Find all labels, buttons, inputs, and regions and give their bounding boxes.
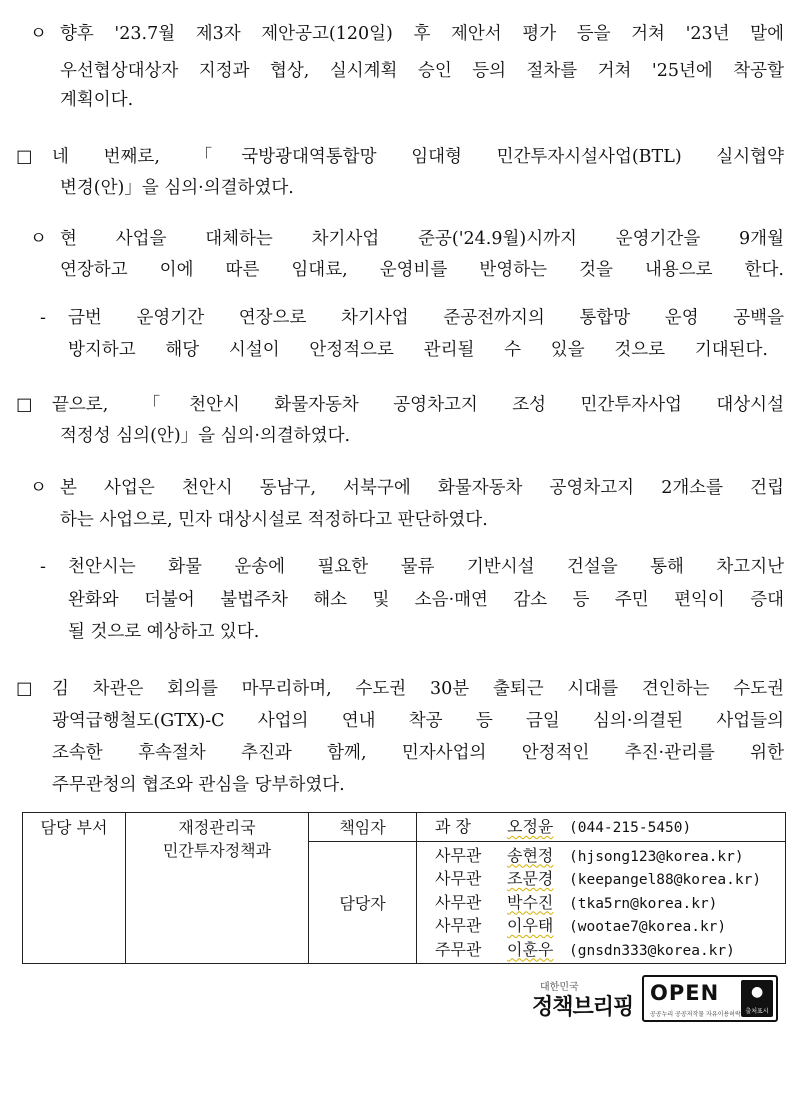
text-line: 천안시는 화물 운송에 필요한 물류 기반시설 건설을 통해 차고지난 — [68, 557, 784, 577]
bullet-circle: ㅇ — [30, 24, 47, 44]
bullet-square: □ — [16, 395, 33, 415]
attribution-text: 출처표시 — [745, 1008, 769, 1015]
staff-name: 이훈우 — [507, 939, 554, 959]
staff-name: 박수진 — [507, 892, 554, 912]
text-line: 연장하고 이에 따른 임대료, 운영비를 반영하는 것을 내용으로 한다. — [60, 260, 784, 280]
staff-role: 사무관 — [435, 916, 482, 935]
policy-briefing-logo[interactable] — [532, 978, 636, 1022]
staff-row — [435, 867, 779, 891]
head-role: 과 장 — [435, 817, 471, 836]
text-line: 네 번째로, 「국방광대역통합망 임대형 민간투자시설사업(BTL) 실시협약 — [52, 147, 784, 167]
staff-label-cell — [309, 841, 417, 964]
text-line: 적정성 심의(안)」을 심의·의결하였다. — [60, 426, 351, 446]
bullet-dash: - — [40, 557, 46, 577]
bullet-circle: ㅇ — [30, 478, 47, 498]
staff-row — [435, 891, 779, 915]
text-line: 현 사업을 대체하는 차기사업 준공('24.9월)시까지 운영기간을 9개월 — [60, 229, 784, 249]
staff-name: 송현정 — [507, 845, 554, 865]
text-line: 방지하고 해당 시설이 안정적으로 관리될 수 있을 것으로 기대된다. — [68, 340, 768, 360]
open-subtext: 공공누리 공공저작물 자유이용허락 — [650, 1011, 741, 1018]
staff-email[interactable]: (tka5rn@korea.kr) — [569, 895, 718, 912]
text-line: 완화와 더불어 불법주차 해소 및 소음·매연 감소 등 주민 편익이 증대 — [68, 590, 784, 610]
text-line: 조속한 후속절차 추진과 함께, 민자사업의 안정적인 추진·관리를 위한 — [52, 743, 784, 763]
staff-email[interactable]: (wootae7@korea.kr) — [569, 919, 727, 935]
staff-name: 이우태 — [507, 916, 554, 935]
logo-large-text: 정책브리핑 — [532, 995, 634, 1020]
bullet-square: □ — [16, 679, 33, 699]
head-name: 오정윤 — [507, 817, 554, 836]
bullet-dash: - — [40, 308, 46, 328]
staff-role: 사무관 — [435, 892, 482, 912]
dept-label: 담당 부서 — [40, 818, 108, 837]
dept-cell — [126, 813, 309, 964]
staff-row — [435, 914, 779, 938]
staff-email[interactable]: (keepangel88@korea.kr) — [569, 872, 762, 888]
text-line: 될 것으로 예상하고 있다. — [68, 622, 260, 642]
staff-row — [435, 938, 779, 962]
responsible-label: 책임자 — [339, 818, 386, 837]
staff-cell — [417, 841, 786, 964]
text-line: 김 차관은 회의를 마무리하며, 수도권 30분 출퇴근 시대를 견인하는 수도권 — [52, 679, 784, 699]
text-line: 변경(안)」을 심의·의결하였다. — [60, 178, 294, 198]
dept-division: 민간투자정책과 — [162, 841, 272, 860]
text-line: 끝으로, 「천안시 화물자동차 공영차고지 조성 민간투자사업 대상시설 — [52, 395, 784, 415]
attribution-badge — [741, 980, 773, 1017]
text-line: 하는 사업으로, 민자 대상시설로 적정하다고 판단하였다. — [60, 510, 488, 530]
head-phone: (044-215-5450) — [569, 820, 692, 836]
text-line: 우선협상대상자 지정과 협상, 실시계획 승인 등의 절차를 거쳐 '25년에 착공할 — [60, 61, 784, 81]
staff-role: 사무관 — [435, 869, 482, 888]
logo-small-text: 대한민국 — [540, 982, 579, 993]
bullet-circle: ㅇ — [30, 229, 47, 249]
staff-role: 사무관 — [435, 845, 482, 865]
responsible-cell — [417, 813, 786, 842]
text-line: 본 사업은 천안시 동남구, 서북구에 화물자동차 공영차고지 2개소를 건립 — [60, 478, 784, 498]
text-line: 주무관청의 협조와 관심을 당부하였다. — [52, 775, 345, 795]
staff-role: 주무관 — [435, 939, 482, 959]
text-line: 금번 운영기간 연장으로 차기사업 준공전까지의 통합망 운영 공백을 — [68, 308, 784, 328]
text-line: 향후 '23.7월 제3자 제안공고(120일) 후 제안서 평가 등을 거쳐 '23년 말에 — [60, 24, 784, 44]
kogl-open-license-badge[interactable] — [642, 975, 778, 1022]
dept-label-cell — [23, 813, 126, 964]
responsible-label-cell — [309, 813, 417, 842]
open-text: OPEN — [650, 981, 720, 1005]
bullet-square: □ — [16, 147, 33, 167]
staff-email[interactable]: (hjsong123@korea.kr) — [569, 848, 744, 865]
contact-table — [22, 812, 786, 964]
dept-bureau: 재정관리국 — [178, 818, 256, 837]
staff-name: 조문경 — [507, 869, 554, 888]
staff-email[interactable]: (gnsdn333@korea.kr) — [569, 942, 735, 959]
head-row — [423, 815, 779, 839]
person-icon: ● — [751, 984, 764, 1000]
staff-row — [435, 844, 779, 868]
text-line: 광역급행철도(GTX)-C 사업의 연내 착공 등 금일 심의·의결된 사업들의 — [52, 711, 784, 731]
staff-label: 담당자 — [339, 893, 386, 913]
text-line: 계획이다. — [60, 90, 134, 110]
